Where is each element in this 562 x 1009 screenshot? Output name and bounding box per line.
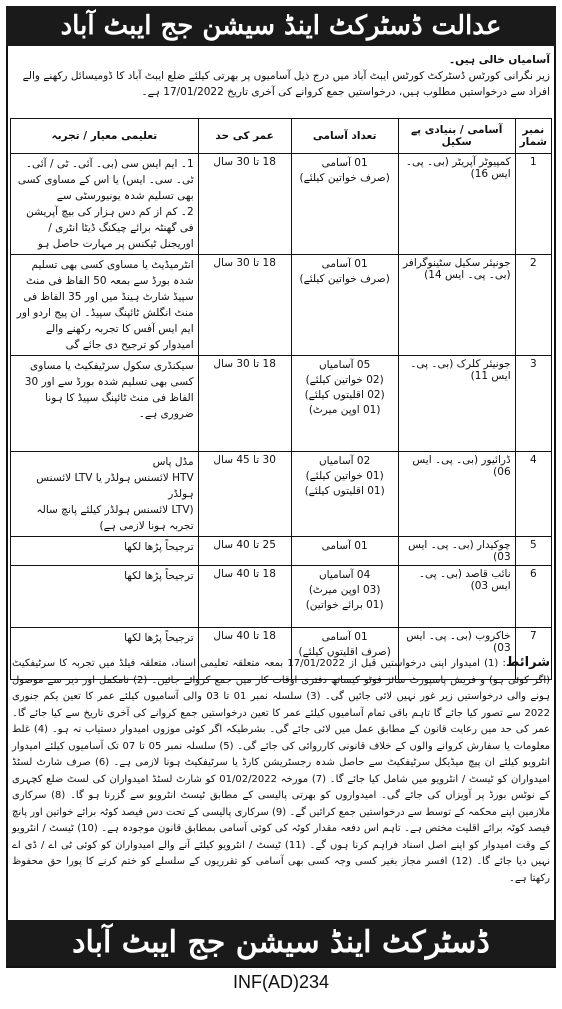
advertisement-reference: INF(AD)234 [232, 972, 330, 992]
row-count-line: 04 آسامیاں [318, 569, 371, 581]
row-qualification-line: ترجیحاً پڑھا لکھا [124, 632, 194, 644]
row-count [291, 537, 398, 566]
row-count [291, 154, 398, 255]
row-count-line: (01 برائے خواتین) [305, 599, 384, 611]
table-row [11, 356, 552, 452]
row-serial: 3 [515, 356, 551, 452]
table-row [11, 255, 552, 356]
row-post: ڈرائیور (بی۔ پی۔ ایس 06) [398, 452, 515, 537]
row-qualification-line: مڈل پاس [152, 456, 194, 468]
row-count-line: (صرف خواتین کیلئے) [299, 172, 390, 184]
row-qualification [11, 154, 199, 255]
row-count-line: 01 آسامی [321, 258, 368, 270]
row-count-line: 05 آسامیاں [318, 359, 371, 371]
row-post: جونیئر کلرک (بی۔ پی۔ ایس 11) [398, 356, 515, 452]
row-age: 18 تا 40 سال [198, 566, 291, 628]
col-qualification: تعلیمی معیار / تجربہ [11, 119, 199, 154]
row-age: 18 تا 30 سال [198, 356, 291, 452]
row-age: 18 تا 40 سال [198, 628, 291, 680]
col-serial: نمبر شمار [515, 119, 551, 154]
row-serial: 2 [515, 255, 551, 356]
row-count [291, 255, 398, 356]
row-serial: 5 [515, 537, 551, 566]
row-qualification [11, 537, 199, 566]
row-count [291, 566, 398, 628]
row-count-line: 01 آسامی [321, 540, 368, 552]
col-count: تعداد آسامی [291, 119, 398, 154]
row-qualification [11, 255, 199, 356]
intro-body: زیر نگرانی کورٹس ڈسٹرکٹ کورٹس ایبٹ آباد میں درج ذیل آسامیوں پر بھرتی کیلئے ضلع ایبٹ آباد کا ڈومیسائل رکھنے والے افراد سے درخواستیں مطلوب ہیں، درخواستیں جمع کروانے کی آخری تاریخ 17/01/2022 ہے۔ [22, 70, 550, 98]
row-count-line: 02 آسامیاں [318, 455, 371, 467]
row-count-line: (03 اوپن میرٹ) [308, 584, 381, 596]
row-age: 25 تا 40 سال [198, 537, 291, 566]
row-count-line: (صرف اقلیتوں کیلئے) [298, 646, 391, 658]
row-serial: 7 [515, 628, 551, 680]
row-post: چوکیدار (بی۔ پی۔ ایس 03) [398, 537, 515, 566]
row-qualification-line: ترجیحاً پڑھا لکھا [124, 541, 194, 553]
row-count-line: (01 اوپن میرٹ) [308, 404, 381, 416]
footer-title: ڈسٹرکٹ اینڈ سیشن جج ایبٹ آباد [6, 920, 556, 966]
row-age: 18 تا 30 سال [198, 154, 291, 255]
table-row [11, 566, 552, 628]
row-qualification-line: HTV لائسنس ہولڈر یا LTV لائسنس ہولڈر [36, 472, 194, 500]
col-age: عمر کی حد [198, 119, 291, 154]
row-count-line: (01 خواتین کیلئے) [305, 470, 384, 482]
row-qualification-line: 1۔ ایم ایس سی (بی۔ آئی۔ ٹی / آئی۔ ٹی۔ سی۔ ایس) یا اس کے مساوی کسی بھی تسلیم شدہ یونیورسٹی سے [17, 158, 194, 202]
table-header-row [11, 119, 552, 154]
row-post: کمپیوٹر آپریٹر (بی۔ پی۔ ایس 16) [398, 154, 515, 255]
row-qualification-line: ترجیحاً پڑھا لکھا [124, 570, 194, 582]
row-qualification [11, 566, 199, 628]
row-count-line: 01 آسامی [321, 157, 368, 169]
row-post: خاکروب (بی۔ پی۔ ایس 03) [398, 628, 515, 680]
intro-section [12, 52, 550, 100]
row-count [291, 356, 398, 452]
terms-heading: شرائط [505, 655, 550, 670]
row-serial: 6 [515, 566, 551, 628]
row-count-line: (02 خواتین کیلئے) [305, 374, 384, 386]
row-qualification-line: (LTV لائسنس ہولڈر کیلئے پانچ سالہ تجربہ ہونا لازمی ہے) [36, 504, 194, 532]
row-serial: 4 [515, 452, 551, 537]
row-qualification-line: سیکنڈری سکول سرٹیفکیٹ یا مساوی کسی بھی تسلیم شدہ بورڈ سے اور 30 الفاظ فی منٹ ٹائپنگ سپیڈ کا ہونا ضروری ہے۔ [24, 360, 194, 420]
table-row [11, 154, 552, 255]
row-post: جونیئر سکیل سٹینوگرافر (بی۔ پی۔ ایس 14) [398, 255, 515, 356]
col-post: آسامی / بنیادی پے سکیل [398, 119, 515, 154]
row-count-line: (02 اقلیتوں کیلئے) [304, 389, 385, 401]
table-row [11, 452, 552, 537]
row-age: 18 تا 30 سال [198, 255, 291, 356]
vacancy-table [10, 118, 552, 680]
row-age: 30 تا 45 سال [198, 452, 291, 537]
intro-heading: آسامیاں خالی ہیں۔ [449, 54, 550, 66]
row-count [291, 452, 398, 537]
row-qualification [11, 356, 199, 452]
row-qualification-line: انٹرمیڈیٹ یا مساوی کسی بھی تسلیم شدہ بورڈ سے بمعہ 50 الفاظ فی منٹ سپیڈ شارٹ ہینڈ میں اور 35 الفاظ فی منٹ انگلش ٹائپنگ سپیڈ۔ ان پیج اردو اور ایم ایس آفس کا تجربہ رکھنے والے امیدوار کو ترجیح دی جائے گی [16, 259, 194, 351]
row-count-line: (01 اقلیتوں کیلئے) [304, 485, 385, 497]
row-qualification [11, 452, 199, 537]
row-qualification-line: 2۔ کم از کم دس ہزار کی بیچ آپریشن فی گھنٹہ برائے چیکنگ ڈیٹا انٹری / اوریجنل ٹیکنس پر مہارت حاصل ہو [26, 206, 194, 250]
terms-section: شرائط: (1) امیدوار اپنی درخواستیں قبل از 17/01/2022 بمعہ متعلقہ تعلیمی اسناد، متعلقہ فیلڈ میں تجربہ کا سرٹیفکیٹ (اگر کوئی ہو) و فریش پاسپورٹ سائز فوٹو کیساتھ دفتری اوقات کار میں جمع کروائے جائیں۔ (2) نامکمل اور دیر سے موصول ہونے والی درخواستیں زیر غور نہیں لائی جائیں گی۔ (3) سلسلہ نمبر 01 تا 03 والی آسامیوں کیلئے عمر کا تعین یکم جنوری 2022 سے تصور کیا جائے گا تاہم باقی تمام آسامیوں کیلئے عمر کا تعین درخواستیں جمع کروانے کی آخری تاریخ سے کیا جائے گا۔ عمر کی حد میں رعایت قانون کے مطابق عمل میں لائی جائے گی۔ بشرطیکہ اگر کوئی موزوں امیدوار دستیاب نہ ہو۔ (4) غلط معلومات یا سفارش کروانے والوں کے خلاف قانونی کارروائی کی جائے گی۔ (5) سلسلہ نمبر 05 تا 07 تک آسامیوں کیلئے امیدوار انٹرویو کیلئے ان پیچ میڈیکل سرٹیفکیٹ سے حاصل شدہ رجسٹریشن کارڈ یا سرٹیفکیٹ ہونا لازمی ہے۔ (6) صرف شارٹ لسٹڈ امیدواران کو ٹیسٹ / انٹرویو میں شامل کیا جائے گا۔ (7) مورخہ 01/02/2022 کو شارٹ لسٹڈ امیدواران کی لسٹ ضلع کچہری کے نوٹس بورڈ پر آویزاں کی جائے گی۔ امیدواروں کو بھرتی پالیسی کے مطابق ٹیسٹ انٹرویو سے گزرنا ہو گا۔ (8) سرکاری ملازمین اپنے محکمہ کے توسط سے درخواستیں جمع کرائیں گے۔ (9) سرکاری پالیسی کے تحت دس فیصد کوٹہ برائے خواتین اور پانچ فیصد کوٹہ برائے اقلیت مختص ہے۔ تاہم اس دفعہ مقدار کوٹہ کی کوئی آسامی بمطابق قانون موجودہ ہے۔ (10) ٹیسٹ / انٹرویو کے وقت امیدوار کو اپنے اصل اسناد فراہم کرنا ہوں گے۔ (11) ٹیسٹ / انٹرویو کیلئے آنے والے امیدواران کو کوئی ٹی اے / ڈی اے نہیں دیا جائے گا۔ (12) افسر مجاز بغیر کسی وجہ کسی بھی آسامی کو تقرریوں کے سلسلے کو ختم کرنے کا پورا حق محفوظ رکھتا ہے۔ [12, 655, 551, 884]
row-count-line: (صرف خواتین کیلئے) [299, 273, 390, 285]
terms-body: (1) امیدوار اپنی درخواستیں قبل از 17/01/2022 بمعہ متعلقہ تعلیمی اسناد، متعلقہ فیلڈ میں تجربہ کا سرٹیفکیٹ (اگر کوئی ہو) و فریش پاسپورٹ سائز فوٹو کیساتھ دفتری اوقات کار میں جمع کروائے جائیں۔ (2) نامکمل اور دیر سے موصول ہونے والی درخواستیں زیر غور نہیں لائی جائیں گی۔ (3) سلسلہ نمبر 01 تا 03 والی آسامیوں کیلئے عمر کا تعین یکم جنوری 2022 سے تصور کیا جائے گا تاہم باقی تمام آسامیوں کیلئے عمر کا تعین درخواستیں جمع کروانے کی آخری تاریخ سے کیا جائے گا۔ عمر کی حد میں رعایت قانون کے مطابق عمل میں لائی جائے گی۔ بشرطیکہ اگر کوئی موزوں امیدوار دستیاب نہ ہو۔ (4) غلط معلومات یا سفارش کروانے والوں کے خلاف قانونی کارروائی کی جائے گی۔ (5) سلسلہ نمبر 05 تا 07 تک آسامیوں کیلئے امیدوار انٹرویو کیلئے ان پیچ میڈیکل سرٹیفکیٹ سے حاصل شدہ رجسٹریشن کارڈ یا سرٹیفکیٹ ہونا لازمی ہے۔ (6) صرف شارٹ لسٹڈ امیدواران کو ٹیسٹ / انٹرویو میں شامل کیا جائے گا۔ (7) مورخہ 01/02/2022 کو شارٹ لسٹڈ امیدواران کی لسٹ ضلع کچہری کے نوٹس بورڈ پر آویزاں کی جائے گی۔ امیدواروں کو بھرتی پالیسی کے مطابق ٹیسٹ انٹرویو سے گزرنا ہو گا۔ (8) سرکاری ملازمین اپنے محکمہ کے توسط سے درخواستیں جمع کرائیں گے۔ (9) سرکاری پالیسی کے تحت دس فیصد کوٹہ برائے خواتین اور پانچ فیصد کوٹہ برائے اقلیت مختص ہے۔ تاہم اس دفعہ مقدار کوٹہ کی کوئی آسامی بمطابق قانون موجودہ ہے۔ (10) ٹیسٹ / انٹرویو کے وقت امیدوار کو اپنے اصل اسناد فراہم کرنا ہوں گے۔ (11) ٹیسٹ / انٹرویو کیلئے آنے والے امیدواران کو کوئی ٹی اے / ڈی اے نہیں دیا جائے گا۔ (12) افسر مجاز بغیر کسی وجہ کسی بھی آسامی کو تقرریوں کے سلسلے کو ختم کرنے کا پورا حق محفوظ رکھتا ہے۔ [12, 658, 551, 884]
table-row [11, 537, 552, 566]
header-title: عدالت ڈسٹرکٹ اینڈ سیشن جج ایبٹ آباد [6, 6, 556, 46]
row-count-line: 01 آسامی [321, 631, 368, 643]
row-post: نائب قاصد (بی۔ پی۔ ایس 03) [398, 566, 515, 628]
row-serial: 1 [515, 154, 551, 255]
